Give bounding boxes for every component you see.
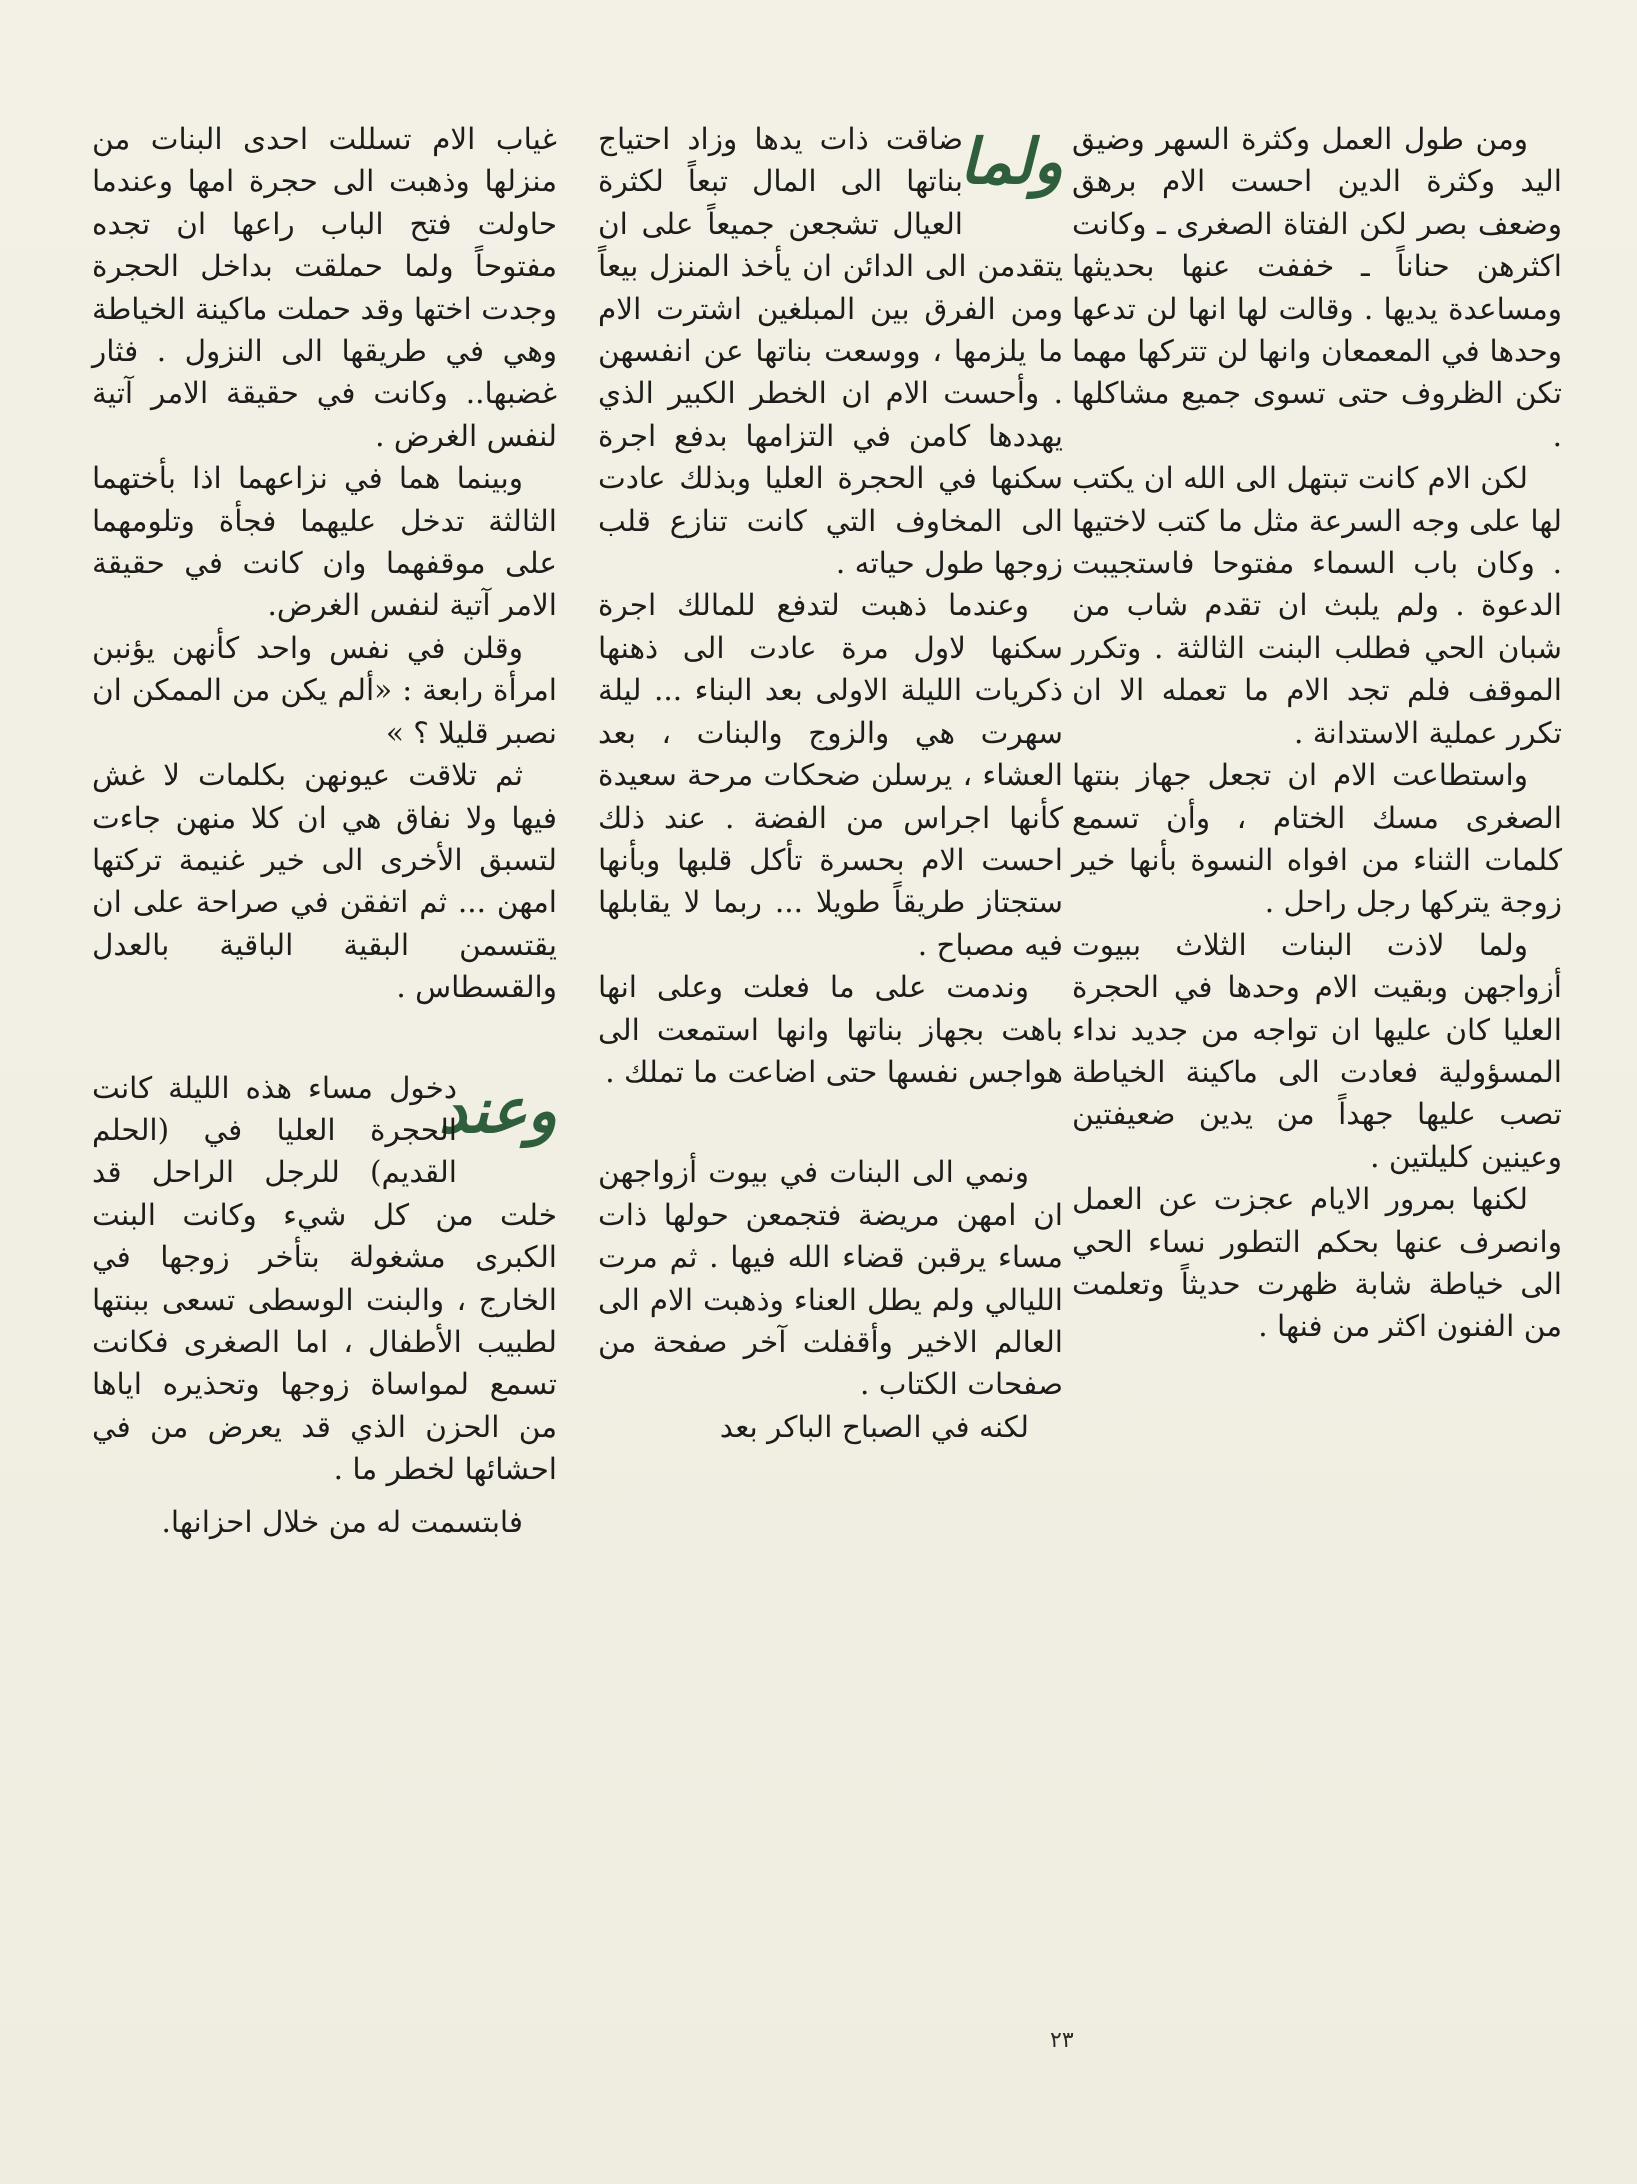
paragraph: واستطاعت الام ان تجعل جهاز بنتها الصغرى مسك الختام ، وأن تسمع كلمات الثناء من افواه النسوة بأنها خير زوجة يتركها رجل راحل . [1072,758,1562,920]
paragraph: وقلن في نفس واحد كأنهن يؤنبن امرأة رابعة : «ألم يكن من الممكن ان نصبر قليلا ؟ » [92,630,557,750]
paragraph: غياب الام تسللت احدى البنات من منزلها وذهبت الى حجرة امها وعندما حاولت فتح الباب راعها ان تجده مفتوحاً ولما حملقت بداخل الحجرة وجدت اختها وقد حملت ماكينة الخياطة وهي في طريقها الى النزول . فثار غضبها.. وكانت في حقيقة الامر آتية لنفس الغرض . [92,122,557,453]
paragraph: وعندما ذهبت لتدفع للمالك اجرة سكنها لاول مرة عادت الى ذهنها ذكريات الليلة الاولى بعد البناء ... ليلة سهرت هي والزوج والبنات ، بعد العشاء ، يرسلن ضحكات مرحة سعيدة كأنها اجراس من الفضة . عند ذلك احست الام بحسرة تأكل قلبها وبأنها ستجتاز طريقاً طويلا ... ربما لا يقابلها فيه مصباح . [598,588,1063,962]
column-middle [598,118,1063,1448]
paragraph: دخول مساء هذه الليلة كانت الحجرة العليا في (الحلم القديم) للرجل الراحل قد خلت من كل شيء وكانت البنت الكبرى مشغولة بتأخر زوجها في الخارج ، والبنت الوسطى تسعى ببنتها لطبيب الأطفال ، اما الصغرى فكانت تسمع لمواساة زوجها وتحذيره اياها من الحزن الذي قد يعرض من في احشائها لخطر ما . [92,1070,557,1487]
section-opening [92,1067,557,1491]
paragraph-spacer [92,1491,557,1501]
dropcap-word: وعند [438,1073,557,1147]
paragraph: ضاقت ذات يدها وزاد احتياج بناتها الى المال تبعاً لكثرة العيال تشجعن جميعاً على ان يتقدمن الى الدائن ان يأخذ المنزل بيعاً ومن الفرق بين المبلغين اشترت الام ما يلزمها ، ووسعت بناتها عن انفسهن . وأحست الام ان الخطر الكبير الذي يهددها كامن في التزامها بدفع اجرة سكنها في الحجرة العليا وبذلك عادت الى المخاوف التي كانت تنازع قلب زوجها طول حياته . [598,122,1063,581]
section-spacer [598,1093,1063,1151]
page-number: ٢٣ [1050,2028,1074,2053]
column-right [1072,118,1562,1348]
paragraph: لكنها بمرور الايام عجزت عن العمل وانصرف عنها بحكم التطور نساء الحي الى خياطة شابة ظهرت حديثاً وتعلمت من الفنون اكثر من فنها . [1072,1182,1562,1344]
dropcap-word: ولما [959,125,1063,198]
paragraph: لكن الام كانت تبتهل الى الله ان يكتب لها على وجه السرعة مثل ما كتب لاختيها . وكان باب السماء مفتوحا فاستجيبت الدعوة . ولم يلبث ان تقدم شاب من شبان الحي فطلب البنت الثالثة . وتكرر الموقف فلم تجد الام ما تعمله الا ان تكرر عملية الاستدانة . [1072,461,1562,750]
paragraph: ومن طول العمل وكثرة السهر وضيق اليد وكثرة الدين احست الام برهق وضعف بصر لكن الفتاة الصغرى ـ وكانت اكثرهن حناناً ـ خففت عنها بحديثها ومساعدة يديها . وقالت لها انها لن تدعها وحدها في المعمعان وانها لن تتركها مهما تكن الظروف حتى تسوى جميع مشاكلها . [1072,122,1562,453]
paragraph: لكنه في الصباح الباكر بعد [719,1409,1029,1444]
section-spacer [92,1009,557,1067]
paragraph: ونمي الى البنات في بيوت أزواجهن ان امهن مريضة فتجمعن حولها ذات مساء يرقبن قضاء الله فيها . ثم مرت الليالي ولم يطل العناء وذهبت الام الى العالم الاخير وأقفلت آخر صفحة من صفحات الكتاب . [598,1155,1063,1402]
paragraph: وبينما هما في نزاعهما اذا بأختهما الثالثة تدخل عليهما فجأة وتلومهما على موقفهما وان كانت في حقيقة الامر آتية لنفس الغرض. [92,461,557,623]
paragraph: ثم تلاقت عيونهن بكلمات لا غش فيها ولا نفاق هي ان كلا منهن جاءت لتسبق الأخرى الى خير غنيمة تركتها امهن ... ثم اتفقن في صراحة على ان يقتسمن البقية الباقية بالعدل والقسطاس . [92,758,557,1005]
section-opening [598,118,1063,584]
paragraph: وندمت على ما فعلت وعلى انها باهت بجهاز بناتها وانها استمعت الى هواجس نفسها حتى اضاعت ما تملك . [598,970,1063,1089]
paragraph: ولما لاذت البنات الثلاث ببيوت أزواجهن وبقيت الام وحدها في الحجرة العليا كان عليها ان تواجه من جديد نداء المسؤولية فعادت الى ماكينة الخياطة تصب عليها جهداً من يدين ضعيفتين وعينين كليلتين . [1072,927,1562,1174]
paragraph: فابتسمت له من خلال احزانها. [161,1504,523,1539]
column-left [92,118,557,1543]
